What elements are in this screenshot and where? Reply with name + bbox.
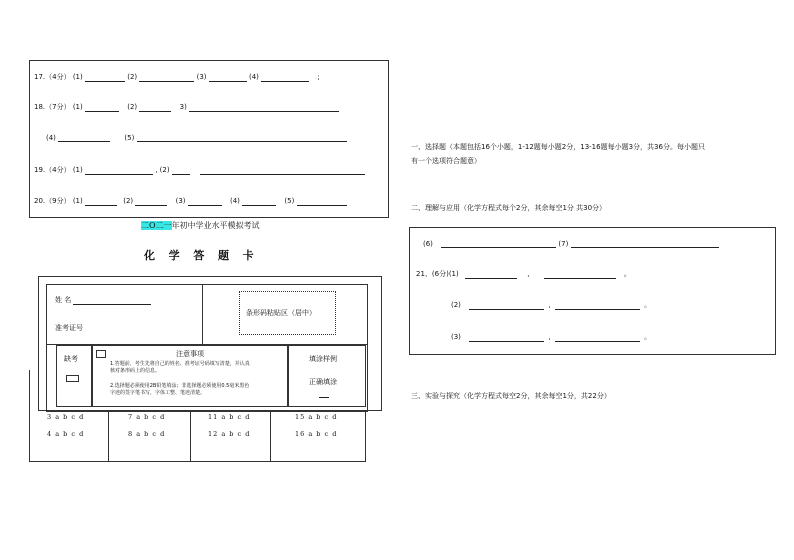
q19-blank-3[interactable] — [200, 166, 365, 175]
q21-2-blank-1[interactable] — [469, 301, 544, 310]
mc-item[interactable]: 11 a b c d — [208, 413, 251, 421]
q18-blank-3[interactable] — [189, 103, 339, 112]
q17-blank-1[interactable] — [85, 73, 125, 82]
mc-item[interactable]: 3 a b c d — [47, 413, 85, 421]
q18-blank-1[interactable] — [85, 103, 119, 112]
q19-blank-2[interactable] — [172, 166, 190, 175]
section-1-line1: 一、选择题（本题包括16个小题，1-12题每小题2分，13-16题每小题3分，共36分。每小题只 — [411, 143, 705, 151]
mc-item[interactable]: 12 a b c d — [208, 430, 251, 438]
q17-blank-2[interactable] — [139, 73, 194, 82]
mc-item[interactable]: 15 a b c d — [295, 413, 338, 421]
q21-3-blank-1[interactable] — [469, 333, 544, 342]
section-3-title: 三、实验与探究（化学方程式每空2分，其余每空1分，共22分） — [411, 392, 611, 400]
q17-row: 17.（4分） (1) (2) (3) (4) ; — [34, 73, 320, 81]
fill-example-label: 填涂样例 — [309, 355, 337, 363]
note-2: 2.选择题必须使用2B铅笔填涂；非选择题必须使用0.5毫米黑色字迹的签字笔书写，字体工整、笔迹清楚。 — [110, 383, 250, 396]
name-field[interactable]: 姓 名 — [55, 295, 151, 305]
q18-blank-4[interactable] — [58, 133, 110, 142]
q19-blank-1[interactable] — [85, 166, 153, 175]
barcode-label: 条形码粘贴区（居中） — [246, 309, 316, 317]
q20-blank-1[interactable] — [85, 197, 117, 206]
note-1: 1.答题前，考生先将自己的姓名、准考证号码填写清楚，并认真核对条形码上的信息。 — [110, 361, 250, 374]
q20-blank-2[interactable] — [135, 197, 167, 206]
exam-title: 二O二一年初中学业水平模拟考试 — [141, 221, 260, 230]
q20-row: 20.（9分） (1) (2) (3) (4) (5) — [34, 196, 347, 206]
q21-row3: (3) , 。 — [451, 333, 652, 341]
q20-blank-3[interactable] — [188, 197, 222, 206]
section-2-title: 二、理解与应用（化学方程式每个2分，其余每空1分 共30分） — [411, 204, 607, 212]
q17-blank-4[interactable] — [261, 73, 309, 82]
info-divider — [202, 284, 203, 344]
mc-item[interactable]: 7 a b c d — [128, 413, 166, 421]
p7-blank[interactable] — [571, 239, 719, 248]
q21-2-blank-2[interactable] — [555, 301, 640, 310]
notes-title: 注意事项 — [176, 350, 204, 358]
absent-label: 缺考 — [64, 355, 78, 363]
q18-blank-5[interactable] — [137, 133, 347, 142]
mc-item[interactable]: 8 a b c d — [128, 430, 166, 438]
correct-fill-mark — [319, 397, 329, 398]
q19-row: 19.（4分） (1) , (2) — [34, 165, 365, 175]
q21-blank-1[interactable] — [465, 270, 517, 279]
mc-div-3 — [270, 410, 271, 462]
mc-div-2 — [190, 410, 191, 462]
correct-fill-label: 正确填涂 — [309, 378, 337, 386]
q21-3-blank-2[interactable] — [555, 333, 640, 342]
q18-row: 18.（7分） (1) (2) 3) — [34, 102, 339, 112]
notes-checkbox[interactable] — [96, 350, 106, 358]
q18-blank-2[interactable] — [139, 103, 171, 112]
mc-item[interactable]: 16 a b c d — [295, 430, 338, 438]
q17-blank-3[interactable] — [209, 73, 247, 82]
p6-blank[interactable] — [441, 239, 556, 248]
card-title: 化 学 答 题 卡 — [144, 249, 256, 262]
q20-blank-4[interactable] — [242, 197, 276, 206]
q21-row1: 21、(6分)(1) , 。 — [416, 270, 631, 278]
id-label: 准考证号 — [55, 324, 83, 332]
q20-blank-5[interactable] — [297, 197, 347, 206]
name-blank[interactable] — [73, 296, 151, 305]
section-1-line2: 有一个选项符合题意） — [411, 157, 481, 165]
q18-row-2: (4) (5) — [46, 133, 347, 142]
absent-checkbox[interactable] — [66, 375, 79, 382]
q21-blank-2[interactable] — [544, 270, 616, 279]
mc-div-1 — [108, 410, 109, 462]
q21-row2: (2) , 。 — [451, 301, 652, 309]
mc-item[interactable]: 4 a b c d — [47, 430, 85, 438]
q6-7-row: (6) (7) — [423, 239, 719, 248]
